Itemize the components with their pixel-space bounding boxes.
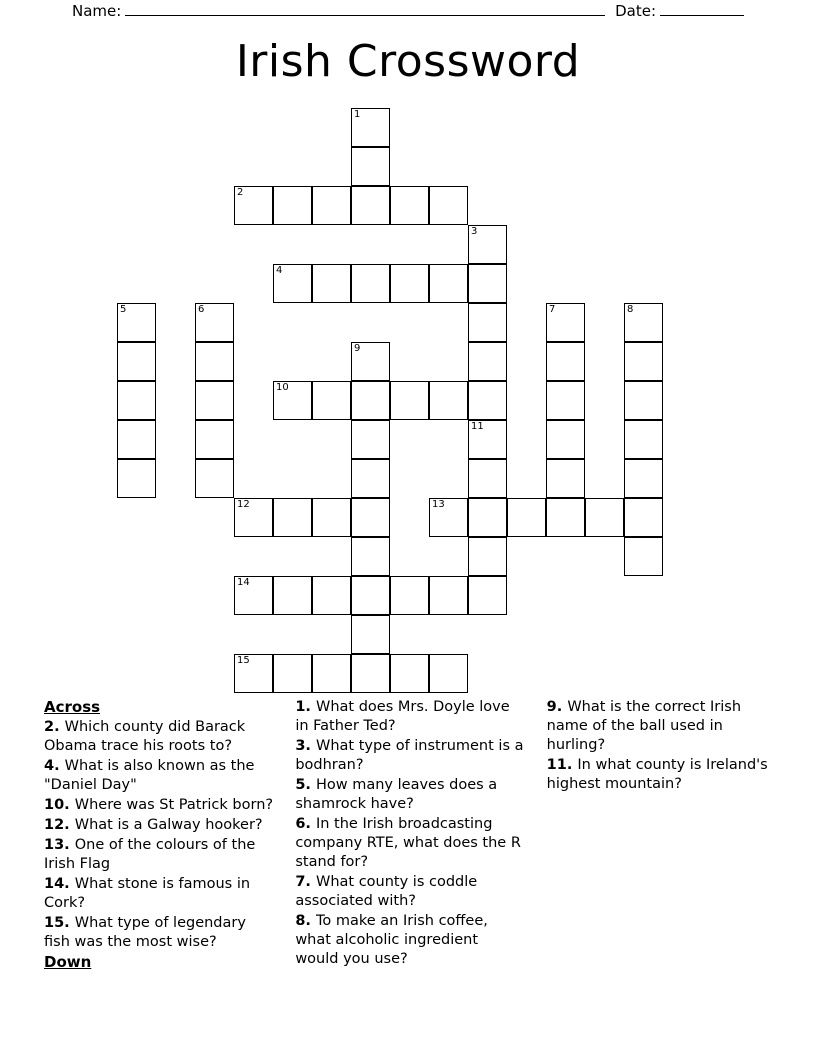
crossword-cell[interactable] [546, 342, 585, 381]
clue-number: 14. [44, 876, 75, 892]
crossword-cell[interactable] [546, 303, 585, 342]
crossword-cell[interactable] [351, 186, 390, 225]
cell-number: 15 [237, 655, 250, 666]
crossword-cell[interactable] [117, 342, 156, 381]
crossword-cell[interactable] [390, 186, 429, 225]
cell-number: 4 [276, 265, 283, 276]
crossword-cell[interactable] [429, 186, 468, 225]
crossword-cell[interactable] [273, 264, 312, 303]
cell-number: 9 [354, 343, 361, 354]
clue-number: 11. [546, 757, 578, 773]
clue-item [295, 698, 524, 736]
clue-item [295, 815, 524, 872]
clue-item [44, 914, 273, 952]
crossword-cell[interactable] [624, 381, 663, 420]
clue-number: 8. [295, 913, 316, 929]
cell-number: 12 [237, 499, 250, 510]
clue-item [44, 816, 273, 835]
crossword-cell[interactable] [390, 576, 429, 615]
crossword-cell[interactable] [312, 264, 351, 303]
clue-item [295, 776, 524, 814]
cell-number: 2 [237, 187, 244, 198]
crossword-cell[interactable] [468, 576, 507, 615]
crossword-cell[interactable] [624, 420, 663, 459]
date-label: Date: [615, 2, 656, 20]
clue-number: 1. [295, 699, 316, 715]
cell-number: 11 [471, 421, 484, 432]
clue-text: To make an Irish coffee, what alcoholic ingredient would you use? [295, 913, 488, 967]
crossword-cell[interactable] [351, 537, 390, 576]
crossword-cell[interactable] [351, 459, 390, 498]
clue-text: How many leaves does a shamrock have? [295, 777, 498, 812]
cell-number: 13 [432, 499, 445, 510]
crossword-cell[interactable] [468, 381, 507, 420]
cell-number: 10 [276, 382, 289, 393]
crossword-cell[interactable] [351, 147, 390, 186]
crossword-cell[interactable] [624, 342, 663, 381]
crossword-cell[interactable] [624, 537, 663, 576]
crossword-cell[interactable] [429, 576, 468, 615]
crossword-cell[interactable] [312, 381, 351, 420]
clue-text: Where was St Patrick born? [74, 797, 274, 813]
crossword-cell[interactable] [390, 654, 429, 693]
crossword-cell[interactable] [468, 420, 507, 459]
clue-number: 7. [295, 874, 316, 890]
crossword-cell[interactable] [234, 654, 273, 693]
crossword-cell[interactable] [546, 459, 585, 498]
crossword-cell[interactable] [468, 264, 507, 303]
crossword-cell[interactable] [312, 576, 351, 615]
crossword-cell[interactable] [624, 459, 663, 498]
clue-number: 3. [295, 738, 316, 754]
crossword-cell[interactable] [273, 498, 312, 537]
crossword-cell[interactable] [429, 498, 468, 537]
crossword-cell[interactable] [273, 654, 312, 693]
cell-number: 5 [120, 304, 127, 315]
cell-number: 3 [471, 226, 478, 237]
crossword-cell[interactable] [195, 342, 234, 381]
crossword-cell[interactable] [468, 498, 507, 537]
across-heading: Across [44, 698, 101, 716]
clue-text: Which county did Barack Obama trace his roots to? [44, 719, 246, 754]
down-heading: Down [44, 953, 92, 971]
clue-number: 2. [44, 719, 65, 735]
crossword-cell[interactable] [312, 186, 351, 225]
crossword-cell[interactable] [351, 420, 390, 459]
clue-item [44, 796, 273, 815]
clue-item [295, 873, 524, 911]
clue-item [44, 875, 273, 913]
crossword-cell[interactable] [351, 654, 390, 693]
clue-item [547, 756, 776, 794]
crossword-cell[interactable] [351, 498, 390, 537]
crossword-cell[interactable] [624, 498, 663, 537]
crossword-cell[interactable] [234, 498, 273, 537]
cell-number: 7 [549, 304, 556, 315]
clue-text: What type of instrument is a bodhran? [295, 738, 524, 773]
clue-number: 10. [44, 797, 75, 813]
crossword-cell[interactable] [585, 498, 624, 537]
crossword-cell[interactable] [312, 654, 351, 693]
crossword-cell[interactable] [117, 459, 156, 498]
cell-number: 6 [198, 304, 205, 315]
crossword-cell[interactable] [546, 498, 585, 537]
cell-number: 8 [627, 304, 634, 315]
crossword-cell[interactable] [351, 381, 390, 420]
crossword-cell[interactable] [468, 459, 507, 498]
clues-section [44, 698, 776, 988]
clue-number: 12. [44, 817, 75, 833]
crossword-cell[interactable] [390, 264, 429, 303]
crossword-cell[interactable] [351, 264, 390, 303]
cell-number: 1 [354, 109, 361, 120]
clue-text: In what county is Ireland's highest mountain? [546, 757, 768, 792]
crossword-cell[interactable] [234, 576, 273, 615]
crossword-cell[interactable] [351, 108, 390, 147]
crossword-cell[interactable] [429, 264, 468, 303]
crossword-cell[interactable] [195, 459, 234, 498]
crossword-cell[interactable] [195, 420, 234, 459]
clue-text: One of the colours of the Irish Flag [44, 837, 256, 872]
clue-number: 4. [44, 758, 65, 774]
clue-text: What does Mrs. Doyle love in Father Ted? [295, 699, 510, 734]
clue-item [44, 718, 273, 756]
name-label: Name: [72, 2, 122, 20]
crossword-cell[interactable] [117, 303, 156, 342]
crossword-cell[interactable] [429, 381, 468, 420]
clue-number: 6. [295, 816, 316, 832]
crossword-cell[interactable] [546, 381, 585, 420]
crossword-cell[interactable] [351, 576, 390, 615]
clue-text: What county is coddle associated with? [295, 874, 478, 909]
clue-text: What is also known as the "Daniel Day" [44, 758, 255, 793]
crossword-cell[interactable] [507, 498, 546, 537]
crossword-cell[interactable] [390, 381, 429, 420]
clue-item [295, 912, 524, 969]
clue-item [44, 836, 273, 874]
crossword-cell[interactable] [273, 186, 312, 225]
crossword-cell[interactable] [351, 615, 390, 654]
crossword-cell[interactable] [351, 342, 390, 381]
clue-text: What is the correct Irish name of the ball used in hurling? [546, 699, 742, 753]
crossword-cell[interactable] [195, 381, 234, 420]
clue-text: What is a Galway hooker? [74, 817, 263, 833]
clue-text: What type of legendary fish was the most wise? [44, 915, 246, 950]
crossword-cell[interactable] [234, 186, 273, 225]
crossword-cell[interactable] [546, 420, 585, 459]
clue-number: 15. [44, 915, 75, 931]
crossword-cell[interactable] [468, 225, 507, 264]
clue-number: 13. [44, 837, 75, 853]
clue-number: 9. [546, 699, 568, 715]
crossword-cell[interactable] [429, 654, 468, 693]
clue-item [295, 737, 524, 775]
crossword-cell[interactable] [468, 342, 507, 381]
cell-number: 14 [237, 577, 250, 588]
crossword-cell[interactable] [468, 537, 507, 576]
crossword-cell[interactable] [312, 498, 351, 537]
clue-number: 5. [295, 777, 316, 793]
clue-text: What stone is famous in Cork? [44, 876, 251, 911]
crossword-cell[interactable] [468, 303, 507, 342]
crossword-cell[interactable] [117, 420, 156, 459]
crossword-cell[interactable] [117, 381, 156, 420]
crossword-cell[interactable] [624, 303, 663, 342]
clue-text: In the Irish broadcasting company RTE, what does the R stand for? [295, 816, 521, 870]
crossword-cell[interactable] [273, 381, 312, 420]
crossword-cell[interactable] [273, 576, 312, 615]
page-title: Irish Crossword [235, 36, 581, 87]
clue-item [547, 698, 776, 755]
crossword-cell[interactable] [195, 303, 234, 342]
clue-item [44, 757, 273, 795]
